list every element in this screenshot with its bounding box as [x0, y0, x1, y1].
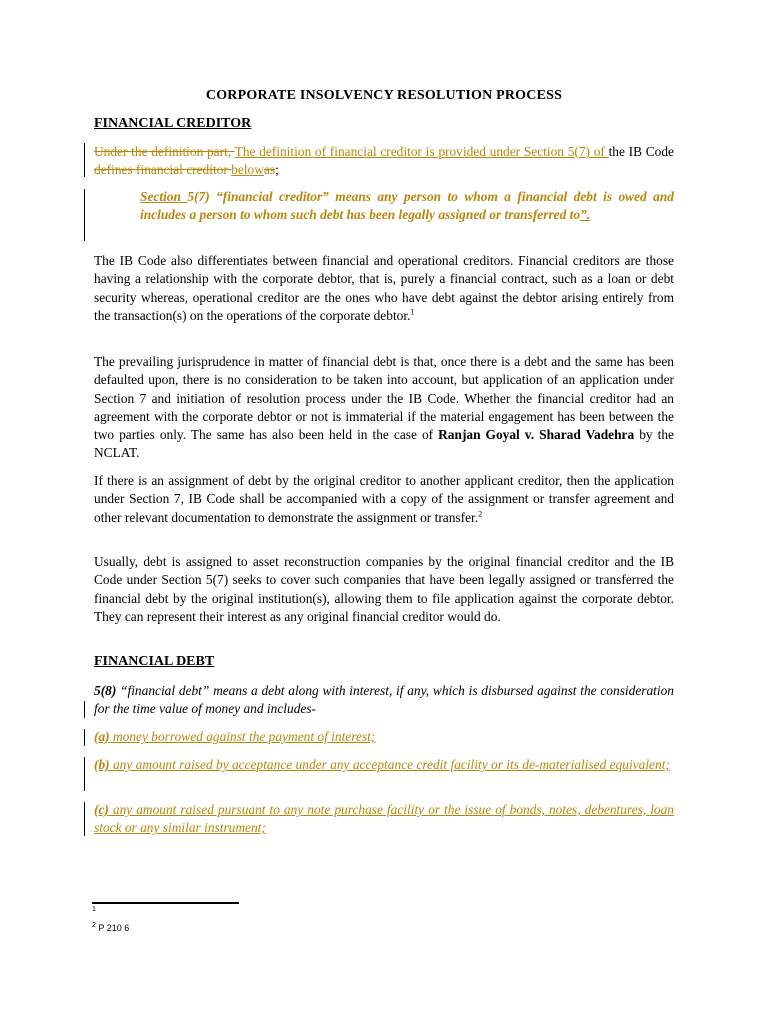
- deleted-text: as: [263, 162, 276, 178]
- change-bar: [84, 757, 85, 791]
- paragraph-jurisprudence: [94, 353, 674, 463]
- plain-text: the IB Code: [608, 144, 674, 159]
- item-text: any amount raised by acceptance under any acceptance credit facility or its de-materialised equivalent;: [109, 757, 670, 772]
- item-label: (a): [94, 729, 110, 744]
- footnote-ref: 1: [410, 307, 415, 317]
- item-text: money borrowed against the payment of interest;: [109, 729, 376, 744]
- paragraph-text: Usually, debt is assigned to asset reconstruction companies by the original financial creditor and the IB Code under Section 5(7) seeks to cover such companies that have been legally assigned or transferred the financial debt by the original institution(s), allowing them to file application against the corporate debtor. They can represent their interest as any original financial creditor would do.: [94, 554, 674, 624]
- list-item-c: [94, 801, 674, 838]
- paragraph-assignment: [94, 472, 674, 527]
- footnote-2: [92, 922, 129, 933]
- paragraph-creditor-types: [94, 252, 674, 325]
- item-label: (b): [94, 757, 110, 772]
- inserted-text: The definition of financial creditor is provided under Section 5(7) of: [234, 144, 609, 159]
- heading-financial-creditor: FINANCIAL CREDITOR: [94, 116, 252, 131]
- change-bar: [84, 729, 85, 746]
- footnote-1: [92, 906, 96, 917]
- case-name: Ranjan Goyal v. Sharad Vadehra: [438, 427, 635, 443]
- paragraph-text: If there is an assignment of debt by the original creditor to another applicant creditor, then the application under Section 7, IB Code shall be accompanied with a copy of the assignment or transfer agreement and other relevant documentation to demonstrate the assignment or transfer.: [94, 473, 674, 525]
- paragraph-text: The IB Code also differentiates between financial and operational creditors. Financial creditors are those having a relationship with the corporate debtor, that is, purely a financial contract, such as a loan or debt security whereas, operational creditor are the ones who have debt against the debtor arising entirely from the transaction(s) on the operations of the corporate debtor.: [94, 253, 674, 323]
- footnote-ref: 2: [478, 509, 483, 519]
- definition-number: 5(8): [94, 683, 117, 698]
- definition-5-8: [94, 682, 674, 719]
- deleted-text: Under the definition part,: [94, 144, 235, 159]
- heading-financial-debt: FINANCIAL DEBT: [94, 654, 215, 669]
- footnote-text: P 210 6: [98, 923, 130, 933]
- list-item-a: [94, 728, 674, 746]
- intro-paragraph: [94, 143, 674, 180]
- plain-text: ;: [275, 162, 279, 178]
- change-bar: [84, 802, 85, 836]
- footnote-number: 2: [92, 922, 96, 929]
- inserted-text: below: [231, 162, 264, 178]
- definition-text: “financial debt” means a debt along with interest, if any, which is disbursed against the consideration for the time value of money and includes-: [94, 683, 674, 717]
- paragraph-arc: [94, 553, 674, 626]
- change-bar: [84, 143, 85, 177]
- change-bar: [84, 701, 85, 718]
- change-bar: [84, 189, 85, 241]
- item-text: any amount raised pursuant to any note purchase facility or the issue of bonds, notes, debentures, loan stock or any similar instrument;: [94, 802, 674, 836]
- quote-body: 5(7) “financial creditor” means any person to whom a financial debt is owed and includes a person to whom such debt has been legally assigned or transferred to: [140, 189, 675, 223]
- list-item-b: [94, 756, 674, 774]
- footnote-number: 1: [92, 906, 96, 913]
- item-label: (c): [94, 802, 109, 817]
- footnote-separator: [92, 902, 239, 904]
- section-ref: Section: [140, 189, 188, 204]
- quote-tail: ”.: [580, 207, 591, 223]
- document-title: CORPORATE INSOLVENCY RESOLUTION PROCESS: [205, 88, 563, 103]
- deleted-text: defines financial creditor: [94, 162, 232, 178]
- paragraph-text: by the NCLAT.: [94, 427, 674, 461]
- paragraph-text: The prevailing jurisprudence in matter of financial debt is that, once there is a debt and the same has been defaulted upon, there is no consideration to be taken into account, but application of an application under Section 7 and initiation of resolution process under the IB Code. Whether the financial creditor had an agreement with the corporate debtor or not is immaterial if the material engagement has been between the two parties only. The same has also been held in the case of: [94, 354, 674, 443]
- section-5-7-quote: [140, 188, 674, 225]
